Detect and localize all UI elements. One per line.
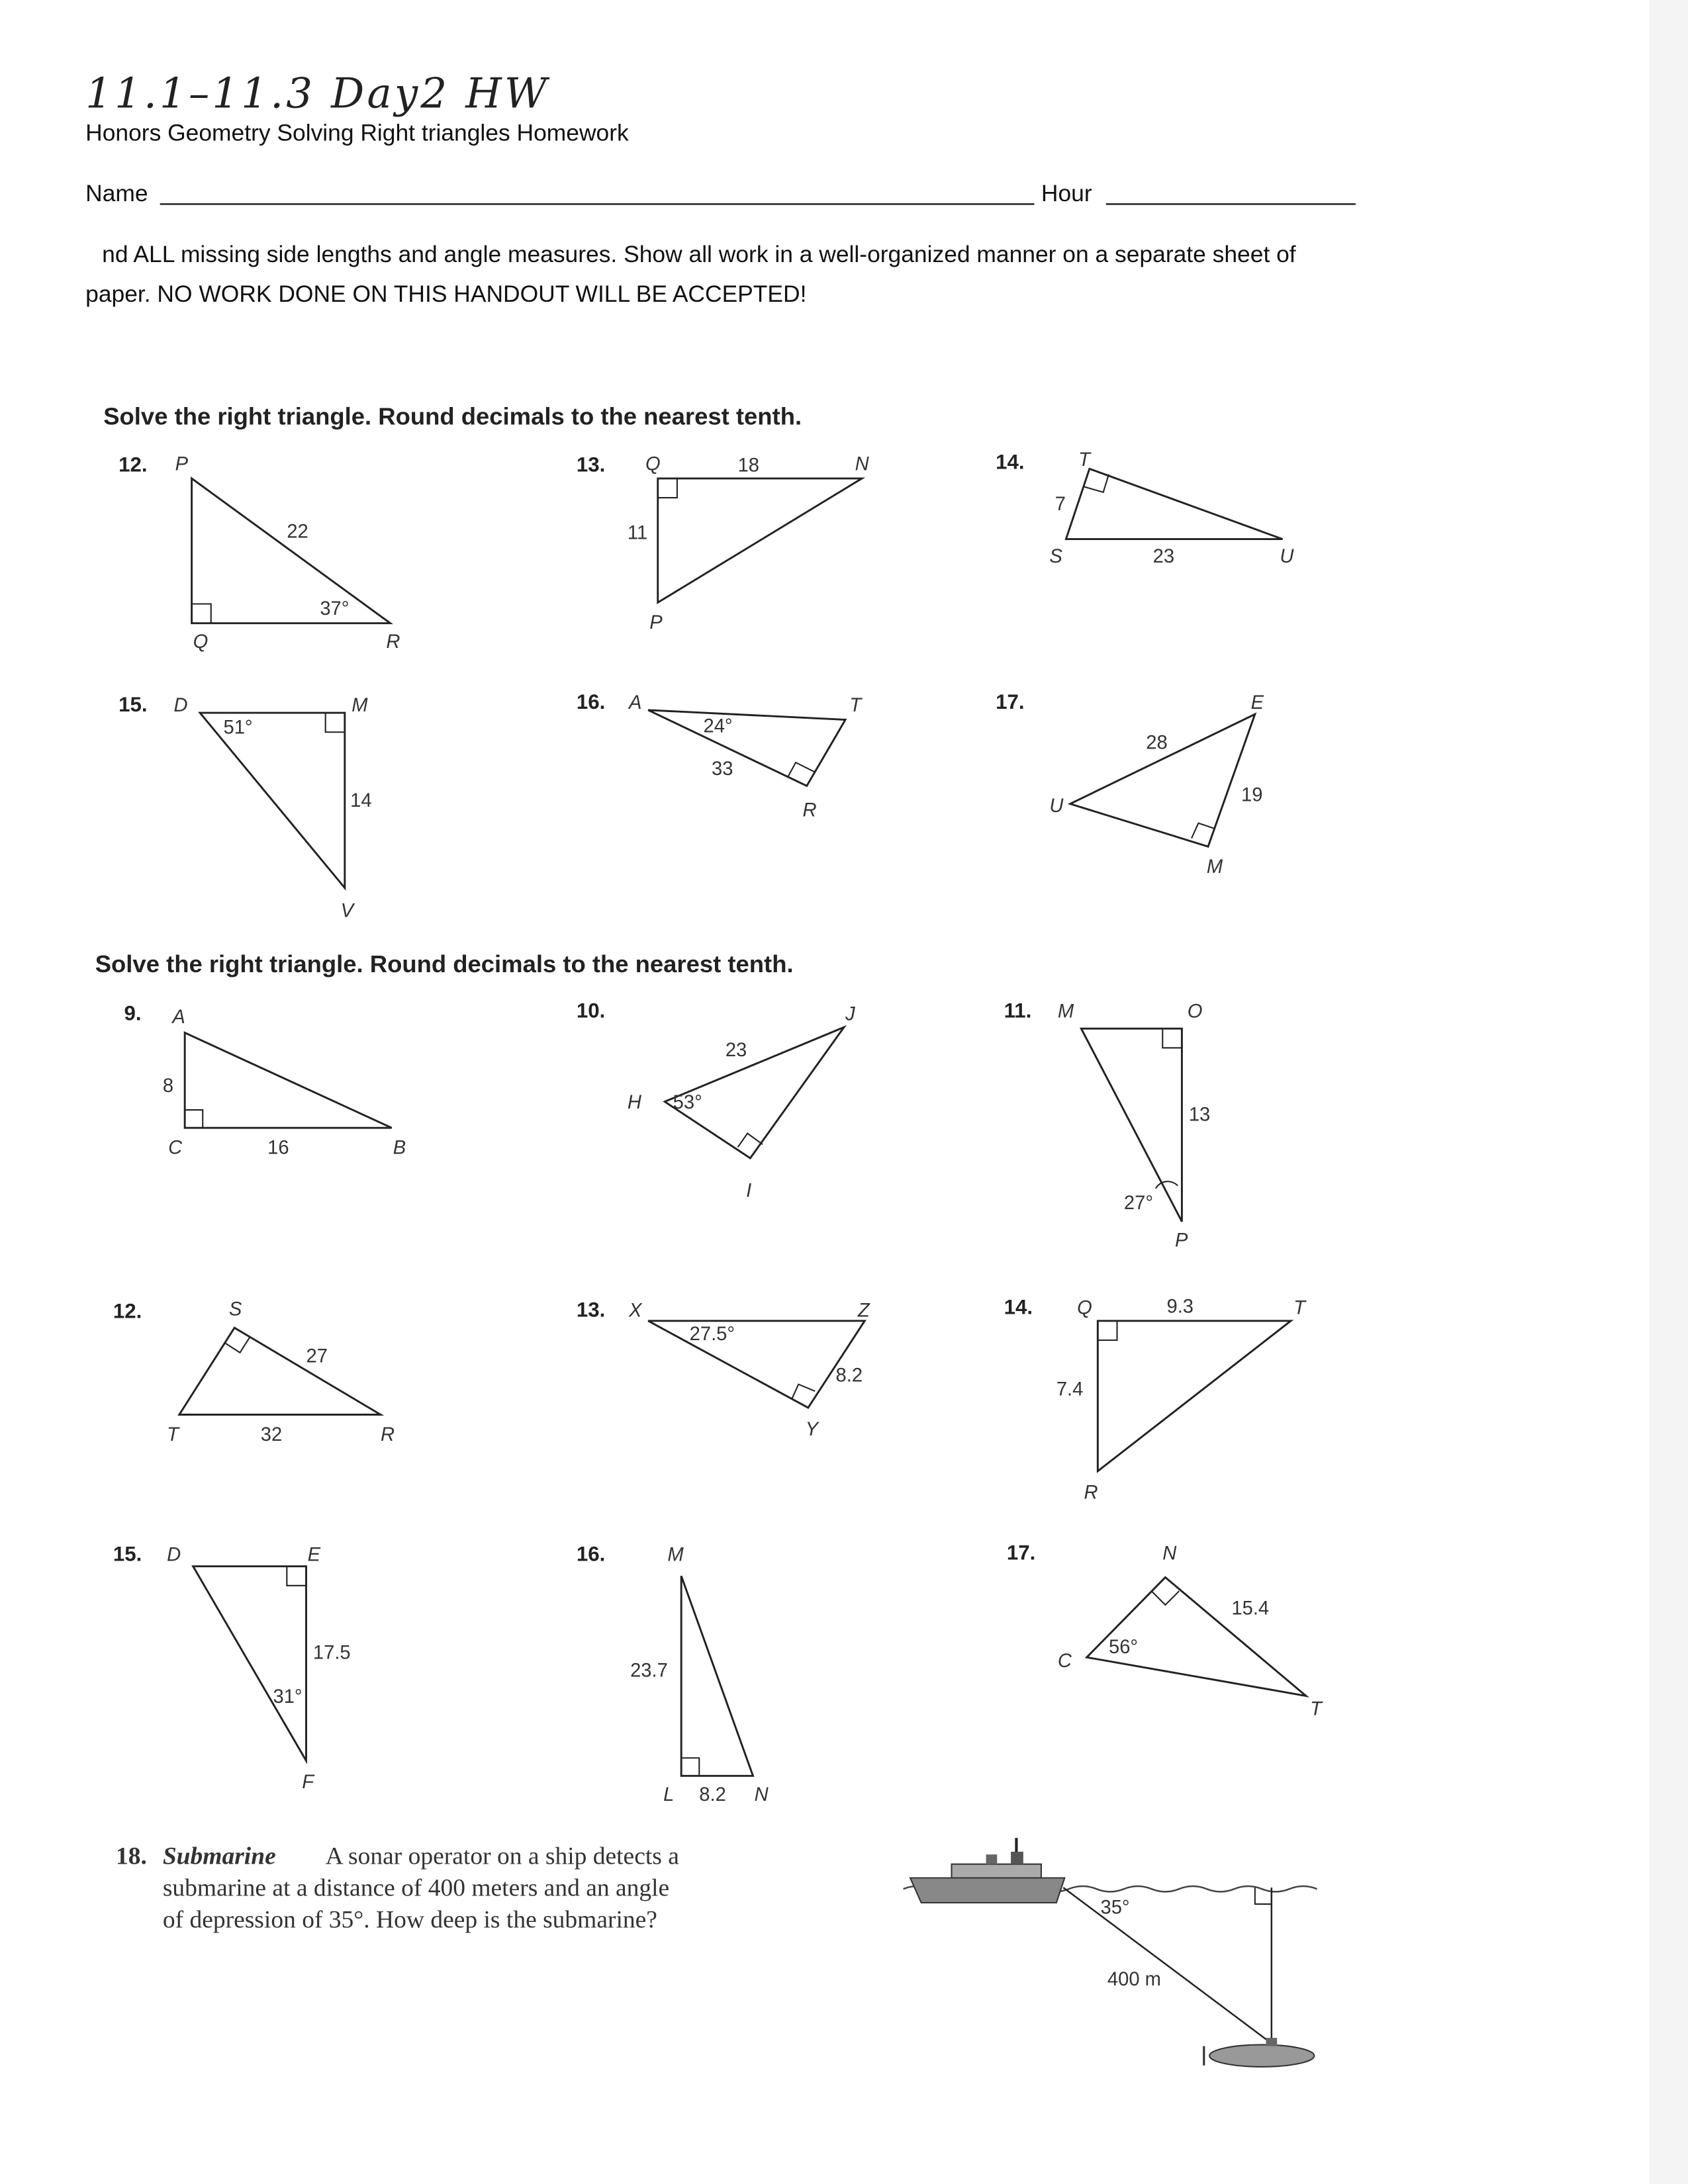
problem-s1-15 <box>118 693 371 921</box>
problem-s2-17 <box>1007 1541 1323 1719</box>
side-label: 19 <box>1241 784 1263 806</box>
side-label: 16 <box>267 1137 289 1159</box>
vertex-label: S <box>228 1298 242 1320</box>
side-label: 8.2 <box>699 1784 726 1805</box>
scan-edge-shading <box>1650 0 1688 2184</box>
problem-number: 10. <box>576 999 606 1023</box>
triangle <box>193 1567 306 1761</box>
side-label: 11 <box>627 522 648 544</box>
right-angle-mark <box>792 1385 815 1400</box>
side-label: 23 <box>725 1039 747 1061</box>
right-angle-mark <box>1098 1321 1117 1340</box>
side-label: 13 <box>1188 1104 1211 1126</box>
problem-s2-16 <box>577 1542 769 1805</box>
section-2-heading: Solve the right triangle. Round decimals to the nearest tenth. <box>95 950 794 978</box>
vertex-label: Q <box>1077 1297 1092 1319</box>
vertex-label: R <box>1084 1482 1098 1504</box>
problem-number: 12. <box>118 453 148 477</box>
vertex-label: Z <box>857 1300 870 1322</box>
triangle <box>648 710 845 786</box>
problem-text-line-1: A sonar operator on a ship detects a <box>325 1843 679 1870</box>
problem-number: 16. <box>576 1542 606 1566</box>
instructions-line-2: paper. NO WORK DONE ON THIS HANDOUT WILL BE ACCEPTED! <box>85 281 807 308</box>
triangle <box>179 1328 381 1414</box>
angle-label: 31° <box>273 1686 303 1707</box>
vertex-label: E <box>307 1544 321 1566</box>
vertex-label: N <box>1162 1543 1177 1565</box>
problem-number: 13. <box>576 1298 606 1322</box>
vertex-label: T <box>1310 1698 1322 1720</box>
right-angle-mark <box>788 762 816 778</box>
vertex-label: C <box>168 1137 183 1159</box>
angle-label: 37° <box>320 598 350 620</box>
triangle <box>1066 469 1282 539</box>
side-label: 9.3 <box>1166 1296 1194 1318</box>
angle-label: 35° <box>1100 1897 1130 1919</box>
vertex-label: T <box>1078 449 1090 471</box>
problem-s2-11 <box>1004 999 1211 1251</box>
angle-label: 56° <box>1109 1636 1139 1658</box>
problem-number: 9. <box>124 1001 142 1025</box>
triangle <box>185 1032 392 1128</box>
vertex-label: V <box>340 900 354 922</box>
side-label: 27 <box>306 1345 328 1367</box>
vertex-label: M <box>667 1544 684 1566</box>
triangle <box>648 1321 865 1408</box>
problem-number: 13. <box>576 453 606 477</box>
problem-s1-16 <box>577 690 863 821</box>
vertex-label: M <box>1057 1001 1074 1023</box>
vertex-label: P <box>649 612 663 633</box>
ship-icon <box>910 1838 1064 1903</box>
triangle <box>681 1576 753 1776</box>
vertex-label: U <box>1049 796 1064 817</box>
instructions-line-1: nd ALL missing side lengths and angle measures. Show all work in a well-organized manner on a separate sheet of <box>102 240 1296 267</box>
right-angle-mark <box>681 1758 699 1776</box>
angle-label: 27.5° <box>689 1324 735 1345</box>
problem-s2-9 <box>124 1002 406 1159</box>
vertex-label: E <box>1250 692 1264 713</box>
vertex-label: D <box>167 1544 181 1566</box>
problem-s2-12 <box>113 1299 395 1446</box>
problem-number: 12. <box>113 1299 142 1323</box>
submarine-icon <box>1204 2038 1315 2067</box>
vertex-label: N <box>754 1784 769 1805</box>
problem-s2-13 <box>577 1298 870 1440</box>
side-label: 15.4 <box>1231 1598 1270 1619</box>
vertex-label: H <box>627 1092 641 1113</box>
triangle <box>192 478 391 623</box>
right-angle-mark <box>287 1567 306 1586</box>
vertex-label: U <box>1280 546 1294 567</box>
side-label: 7 <box>1055 493 1066 515</box>
triangle <box>1098 1321 1291 1471</box>
angle-label: 24° <box>703 715 733 737</box>
vertex-label: B <box>393 1137 406 1159</box>
vertex-label: A <box>172 1006 185 1028</box>
name-label: Name <box>85 180 148 207</box>
vertex-label: Q <box>193 631 209 653</box>
side-label: 33 <box>712 758 733 780</box>
angle-arc <box>1156 1181 1178 1189</box>
problem-text-line-2: submarine at a distance of 400 meters and an angle <box>162 1874 670 1902</box>
problem-s1-14 <box>996 449 1294 567</box>
problem-s1-12 <box>118 453 400 653</box>
right-angle-mark <box>1152 1591 1180 1605</box>
vertex-label: T <box>1293 1297 1305 1319</box>
vertex-label: I <box>746 1180 752 1202</box>
vertex-label: M <box>1206 856 1223 878</box>
right-angle-mark <box>326 713 345 732</box>
right-angle-mark <box>192 604 211 623</box>
vertex-label: X <box>629 1300 642 1322</box>
vertex-label: T <box>167 1424 179 1446</box>
problem-number: 15. <box>113 1542 142 1566</box>
side-label: 32 <box>260 1424 283 1446</box>
section-1-heading: Solve the right triangle. Round decimals to the nearest tenth. <box>103 402 802 430</box>
angle-label: 51° <box>223 717 253 739</box>
problem-number: 17. <box>996 690 1025 713</box>
triangle <box>658 478 862 603</box>
vertex-label: C <box>1057 1650 1072 1672</box>
side-label: 14 <box>350 790 372 811</box>
side-label: 17.5 <box>312 1642 351 1664</box>
problem-number: 17. <box>1006 1541 1036 1565</box>
right-angle-mark <box>658 478 677 498</box>
vertex-label: Y <box>805 1418 819 1440</box>
side-label: 8 <box>162 1075 174 1097</box>
vertex-label: M <box>352 695 368 717</box>
problem-topic: Submarine <box>162 1843 276 1870</box>
problem-number: 18. <box>116 1843 147 1870</box>
problem-18 <box>116 1838 1317 2067</box>
vertex-label: A <box>629 692 642 713</box>
problem-s2-14 <box>1004 1295 1307 1503</box>
vertex-label: T <box>849 695 862 717</box>
vertex-label: O <box>1187 1001 1203 1023</box>
problem-s2-15 <box>113 1542 351 1793</box>
handwritten-title: 11.1–11.3 Day2 HW <box>85 69 550 118</box>
distance-label: 400 m <box>1107 1969 1161 1991</box>
side-label: 7.4 <box>1056 1379 1084 1400</box>
vertex-label: S <box>1049 546 1062 567</box>
vertex-label: Q <box>645 453 661 475</box>
problem-number: 11. <box>1004 999 1032 1023</box>
hour-label: Hour <box>1041 180 1092 207</box>
problem-number: 15. <box>118 693 148 717</box>
vertex-label: R <box>381 1424 395 1446</box>
angle-label: 27° <box>1123 1193 1154 1214</box>
problem-s1-13 <box>577 453 870 633</box>
vertex-label: N <box>855 453 869 475</box>
problem-number: 14. <box>996 450 1025 474</box>
side-label: 18 <box>737 455 760 477</box>
worksheet-title: Honors Geometry Solving Right triangles Homework <box>85 119 629 146</box>
problem-s1-17 <box>996 690 1264 878</box>
right-angle-mark <box>1162 1028 1182 1048</box>
problem-number: 16. <box>576 690 606 713</box>
right-angle-mark <box>185 1110 203 1128</box>
triangle <box>200 713 345 888</box>
problem-s2-10 <box>577 999 855 1202</box>
vertex-label: R <box>386 631 400 653</box>
side-label: 22 <box>287 521 308 543</box>
problem-text-line-3: of depression of 35°. How deep is the submarine? <box>162 1906 657 1934</box>
vertex-label: J <box>845 1003 855 1025</box>
side-label: 8.2 <box>835 1365 863 1387</box>
side-label: 23 <box>1152 546 1175 567</box>
sonar-line <box>1063 1888 1272 2043</box>
right-angle-mark <box>225 1338 250 1353</box>
side-label: 23.7 <box>630 1660 668 1682</box>
vertex-label: L <box>663 1784 675 1805</box>
vertex-label: R <box>802 799 817 821</box>
problem-number: 14. <box>1004 1295 1033 1319</box>
angle-label: 53° <box>673 1092 702 1113</box>
vertex-label: P <box>175 453 189 475</box>
vertex-label: F <box>302 1772 314 1794</box>
vertex-label: P <box>1175 1230 1188 1251</box>
vertex-label: D <box>173 695 188 717</box>
side-label: 28 <box>1146 732 1168 754</box>
